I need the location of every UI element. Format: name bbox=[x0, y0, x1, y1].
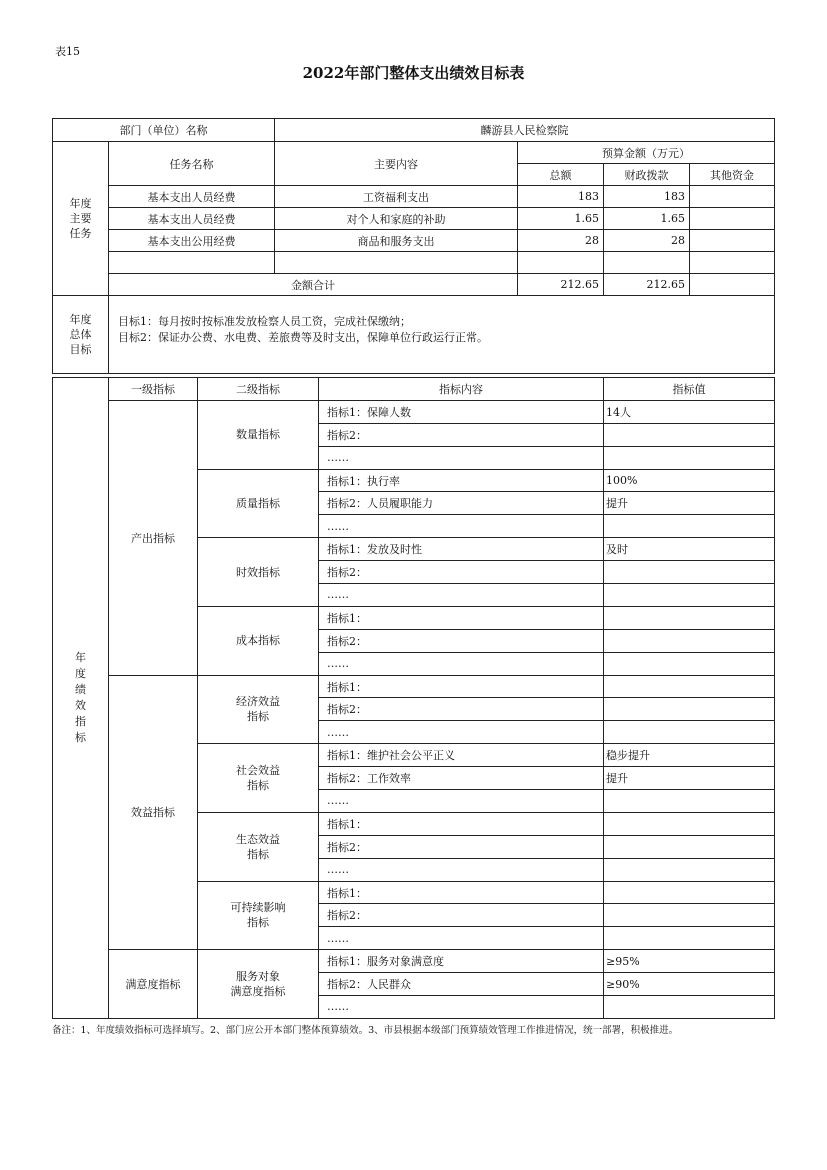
indicator-l2 bbox=[198, 400, 319, 469]
indicator-value bbox=[604, 446, 775, 469]
col-value: 指标值 bbox=[604, 378, 775, 401]
task-name: 基本支出公用经费 bbox=[109, 230, 275, 252]
indicator-content: 指标2： bbox=[319, 561, 604, 584]
task-other bbox=[690, 252, 775, 274]
indicator-content: 指标2： bbox=[319, 698, 604, 721]
indicator-content: …… bbox=[319, 721, 604, 744]
task-fiscal: 1.65 bbox=[604, 208, 690, 230]
sum-fiscal: 212.65 bbox=[604, 274, 690, 296]
indicator-value bbox=[604, 698, 775, 721]
indicator-content: …… bbox=[319, 790, 604, 813]
indicator-content: …… bbox=[319, 652, 604, 675]
sum-total: 212.65 bbox=[518, 274, 604, 296]
col-total: 总额 bbox=[518, 164, 604, 186]
indicator-value bbox=[604, 561, 775, 584]
indicator-l2-line: 成本指标 bbox=[236, 634, 280, 648]
task-name: 基本支出人员经费 bbox=[109, 186, 275, 208]
col-task-name: 任务名称 bbox=[109, 142, 275, 186]
indicator-l2 bbox=[198, 812, 319, 881]
task-other bbox=[690, 208, 775, 230]
sum-other bbox=[690, 274, 775, 296]
task-row bbox=[53, 230, 775, 252]
indicator-l1: 效益指标 bbox=[109, 675, 198, 950]
goal-line: 目标1：每月按时按标准发放检察人员工资，完成社保缴纳； bbox=[118, 315, 411, 328]
indicator-content: …… bbox=[319, 927, 604, 950]
indicator-l2 bbox=[198, 469, 319, 538]
indicator-l2 bbox=[198, 950, 319, 1019]
task-content: 工资福利支出 bbox=[275, 186, 518, 208]
indicator-value: 提升 bbox=[604, 492, 775, 515]
task-other bbox=[690, 230, 775, 252]
indicator-value bbox=[604, 515, 775, 538]
task-total: 1.65 bbox=[518, 208, 604, 230]
col-l1: 一级指标 bbox=[109, 378, 198, 401]
col-content: 指标内容 bbox=[319, 378, 604, 401]
indicator-l2 bbox=[198, 675, 319, 744]
indicator-l2-line: 服务对象 bbox=[236, 970, 280, 984]
task-name: 基本支出人员经费 bbox=[109, 208, 275, 230]
indicator-table bbox=[52, 377, 775, 1019]
indicator-l2-line: 指标 bbox=[247, 779, 269, 793]
goals-side-label: 年度 总体 目标 bbox=[53, 296, 109, 374]
task-table bbox=[52, 118, 775, 374]
indicator-value: ≥90% bbox=[604, 973, 775, 996]
page-title: 2022年部门整体支出绩效目标表 bbox=[302, 64, 525, 82]
task-row bbox=[53, 252, 775, 274]
col-l2: 二级指标 bbox=[198, 378, 319, 401]
task-fiscal: 183 bbox=[604, 186, 690, 208]
task-row bbox=[53, 208, 775, 230]
indicator-l2-line: 经济效益 bbox=[236, 695, 280, 709]
task-name bbox=[109, 252, 275, 274]
indicator-content: 指标2： bbox=[319, 835, 604, 858]
indicator-value bbox=[604, 584, 775, 607]
indicator-content: 指标2： bbox=[319, 904, 604, 927]
indicator-value bbox=[604, 996, 775, 1019]
indicator-content: …… bbox=[319, 858, 604, 881]
col-other: 其他资金 bbox=[690, 164, 775, 186]
indicator-content: …… bbox=[319, 996, 604, 1019]
indicator-value bbox=[604, 721, 775, 744]
indicator-value: 提升 bbox=[604, 767, 775, 790]
task-total: 28 bbox=[518, 230, 604, 252]
indicator-value bbox=[604, 675, 775, 698]
indicator-content: 指标2： bbox=[319, 423, 604, 446]
indicator-l2-line: 生态效益 bbox=[236, 832, 280, 846]
indicator-content: 指标1： bbox=[319, 675, 604, 698]
table-number: 表15 bbox=[55, 45, 80, 58]
task-total bbox=[518, 252, 604, 274]
indicator-row bbox=[53, 400, 775, 423]
indicator-content: …… bbox=[319, 515, 604, 538]
indicator-value bbox=[604, 835, 775, 858]
indicator-content: 指标2： bbox=[319, 629, 604, 652]
indicator-l2-line: 质量指标 bbox=[236, 496, 280, 510]
indicator-content: 指标1：维护社会公平正义 bbox=[319, 744, 604, 767]
sum-row bbox=[53, 274, 775, 296]
col-budget: 预算金额（万元） bbox=[518, 142, 775, 164]
task-total: 183 bbox=[518, 186, 604, 208]
tasks-side-label: 年度 主要 任务 bbox=[53, 142, 109, 296]
indicator-l2-line: 可持续影响 bbox=[230, 901, 286, 915]
indicators-side-label: 年 度 绩 效 指 标 bbox=[53, 378, 109, 1019]
indicator-value bbox=[604, 927, 775, 950]
indicator-l2-line: 数量指标 bbox=[236, 428, 280, 442]
indicator-row bbox=[53, 950, 775, 973]
indicator-row bbox=[53, 675, 775, 698]
task-content bbox=[275, 252, 518, 274]
task-row bbox=[53, 186, 775, 208]
col-task-content: 主要内容 bbox=[275, 142, 518, 186]
dept-label: 部门（单位）名称 bbox=[53, 119, 275, 142]
indicator-content: 指标1： bbox=[319, 881, 604, 904]
indicator-value: 14人 bbox=[604, 400, 775, 423]
indicator-value: ≥95% bbox=[604, 950, 775, 973]
indicator-content: 指标1： bbox=[319, 812, 604, 835]
task-content: 商品和服务支出 bbox=[275, 230, 518, 252]
indicator-value: 100% bbox=[604, 469, 775, 492]
indicator-l2 bbox=[198, 606, 319, 675]
task-other bbox=[690, 186, 775, 208]
indicator-value: 稳步提升 bbox=[604, 744, 775, 767]
indicator-l2 bbox=[198, 538, 319, 607]
indicator-content: …… bbox=[319, 446, 604, 469]
sum-label: 金额合计 bbox=[109, 274, 518, 296]
dept-value: 麟游县人民检察院 bbox=[275, 119, 775, 142]
indicator-content: 指标1： bbox=[319, 606, 604, 629]
indicator-l1: 满意度指标 bbox=[109, 950, 198, 1019]
indicator-l2 bbox=[198, 744, 319, 813]
indicator-value bbox=[604, 606, 775, 629]
col-fiscal: 财政拨款 bbox=[604, 164, 690, 186]
indicator-l2-line: 指标 bbox=[247, 847, 269, 861]
indicator-content: 指标1：保障人数 bbox=[319, 400, 604, 423]
indicator-content: 指标2：人员履职能力 bbox=[319, 492, 604, 515]
indicator-value bbox=[604, 652, 775, 675]
goals-text bbox=[109, 296, 775, 374]
indicator-l2-line: 社会效益 bbox=[236, 764, 280, 778]
indicator-l2 bbox=[198, 881, 319, 950]
indicator-content: 指标1：发放及时性 bbox=[319, 538, 604, 561]
indicator-content: 指标2：工作效率 bbox=[319, 767, 604, 790]
indicator-l1: 产出指标 bbox=[109, 400, 198, 675]
indicator-content: …… bbox=[319, 584, 604, 607]
indicator-content: 指标1：执行率 bbox=[319, 469, 604, 492]
task-fiscal: 28 bbox=[604, 230, 690, 252]
task-content: 对个人和家庭的补助 bbox=[275, 208, 518, 230]
indicator-l2-line: 时效指标 bbox=[236, 565, 280, 579]
indicator-value bbox=[604, 790, 775, 813]
indicator-value bbox=[604, 423, 775, 446]
indicator-header-row bbox=[53, 378, 775, 401]
indicator-content: 指标1：服务对象满意度 bbox=[319, 950, 604, 973]
indicator-value bbox=[604, 881, 775, 904]
indicator-l2-line: 满意度指标 bbox=[230, 985, 286, 999]
task-fiscal bbox=[604, 252, 690, 274]
indicator-l2-line: 指标 bbox=[247, 710, 269, 724]
indicator-value bbox=[604, 629, 775, 652]
footnote: 备注：1、年度绩效指标可选择填写。2、部门应公开本部门整体预算绩效。3、市县根据本级部门预算绩效管理工作推进情况，统一部署，积极推进。 bbox=[52, 1025, 679, 1036]
indicator-content: 指标2：人民群众 bbox=[319, 973, 604, 996]
indicator-value bbox=[604, 812, 775, 835]
goal-line: 目标2：保证办公费、水电费、差旅费等及时支出，保障单位行政运行正常。 bbox=[118, 331, 488, 344]
indicator-value: 及时 bbox=[604, 538, 775, 561]
indicator-value bbox=[604, 858, 775, 881]
indicator-l2-line: 指标 bbox=[247, 916, 269, 930]
indicator-value bbox=[604, 904, 775, 927]
